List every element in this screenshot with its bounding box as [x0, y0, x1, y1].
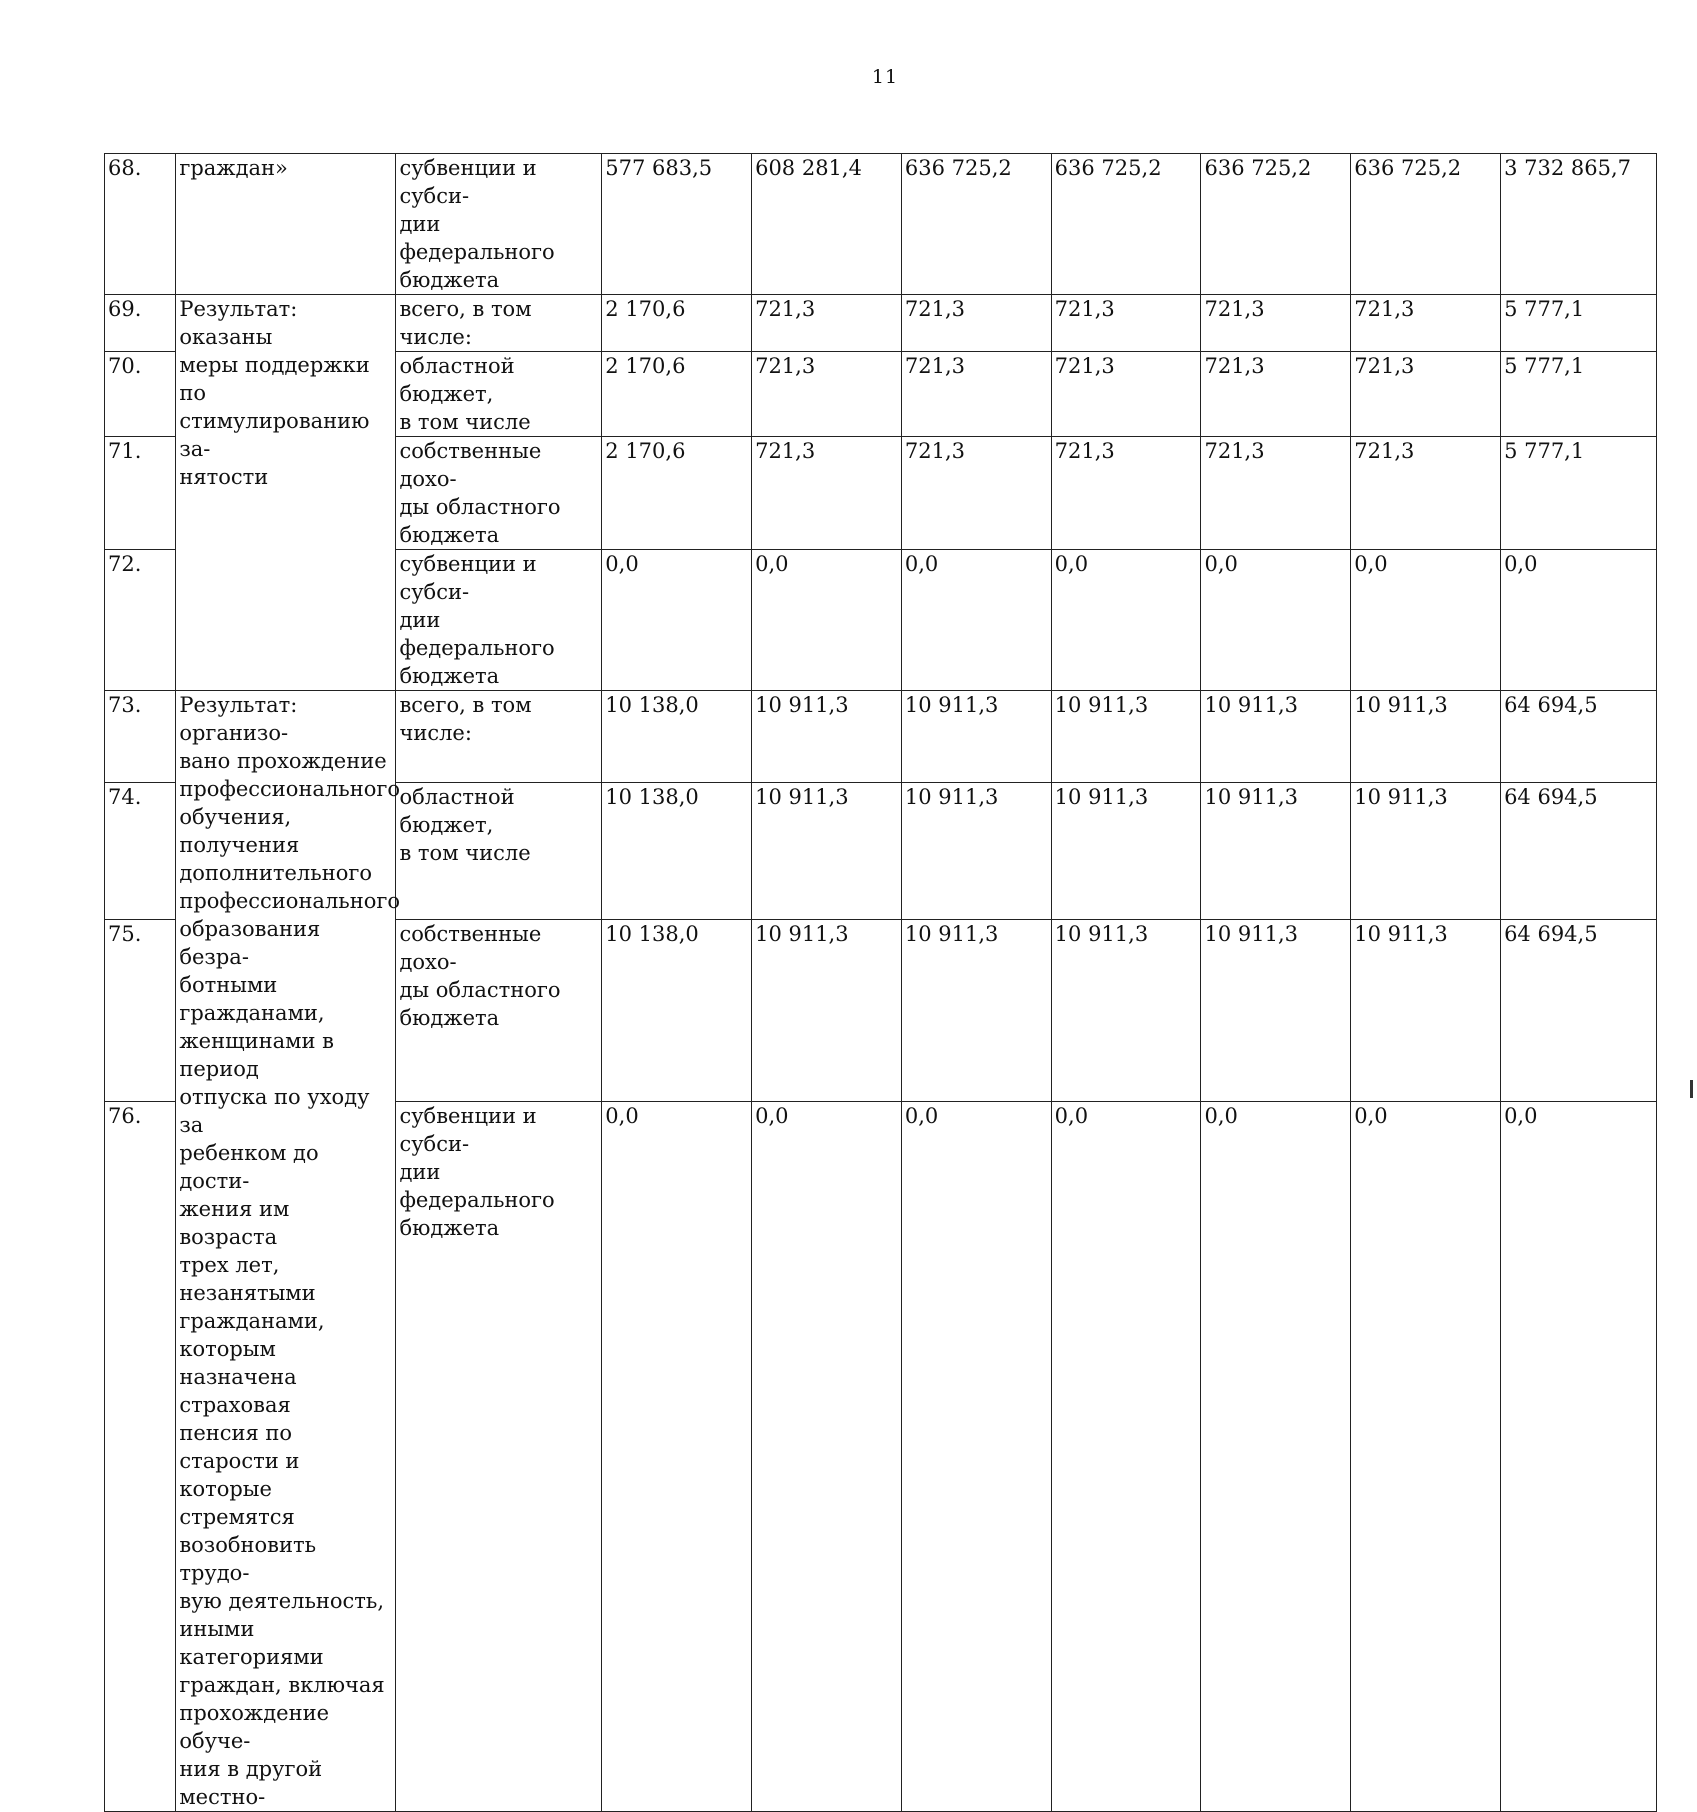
year-value-cell: 721,3 — [752, 295, 902, 352]
year-value-cell: 721,3 — [1351, 437, 1501, 550]
year-value-cell: 0,0 — [1051, 1102, 1201, 1812]
table-row — [105, 691, 1657, 783]
year-value-cell: 721,3 — [752, 352, 902, 437]
year-value-cell: 721,3 — [1051, 295, 1201, 352]
row-number: 76. — [105, 1102, 176, 1812]
year-value-cell: 10 911,3 — [1051, 691, 1201, 783]
year-value-cell: 0,0 — [752, 550, 902, 691]
year-value-cell: 10 138,0 — [602, 782, 752, 919]
year-value-cell: 10 911,3 — [901, 920, 1051, 1102]
total-value-cell: 64 694,5 — [1501, 920, 1657, 1102]
year-value-cell: 636 725,2 — [901, 154, 1051, 295]
year-value-cell: 721,3 — [1351, 352, 1501, 437]
year-value-cell: 10 911,3 — [1351, 782, 1501, 919]
result-description: Результат: оказаны меры поддержки по стимулированию за- нятости — [176, 295, 396, 691]
row-number: 73. — [105, 691, 176, 783]
total-value-cell: 3 732 865,7 — [1501, 154, 1657, 295]
year-value-cell: 0,0 — [752, 1102, 902, 1812]
total-value-cell: 0,0 — [1501, 550, 1657, 691]
funding-source: областной бюджет, в том числе — [396, 352, 602, 437]
year-value-cell: 0,0 — [602, 1102, 752, 1812]
year-value-cell: 10 911,3 — [1351, 691, 1501, 783]
table-body — [105, 154, 1657, 1812]
year-value-cell: 2 170,6 — [602, 295, 752, 352]
year-value-cell: 721,3 — [1201, 352, 1351, 437]
year-value-cell: 721,3 — [1351, 295, 1501, 352]
year-value-cell: 721,3 — [1051, 352, 1201, 437]
year-value-cell: 0,0 — [1201, 1102, 1351, 1812]
year-value-cell: 721,3 — [752, 437, 902, 550]
year-value-cell: 10 911,3 — [1351, 920, 1501, 1102]
scan-edge-mark — [1690, 1080, 1693, 1098]
year-value-cell: 10 911,3 — [1051, 920, 1201, 1102]
funding-source: субвенции и субси- дии федерального бюджета — [396, 550, 602, 691]
year-value-cell: 10 138,0 — [602, 691, 752, 783]
year-value-cell: 0,0 — [1351, 1102, 1501, 1812]
year-value-cell: 10 911,3 — [1201, 920, 1351, 1102]
total-value-cell: 64 694,5 — [1501, 691, 1657, 783]
year-value-cell: 721,3 — [1201, 295, 1351, 352]
year-value-cell: 721,3 — [1201, 437, 1351, 550]
row-number: 72. — [105, 550, 176, 691]
total-value-cell: 0,0 — [1501, 1102, 1657, 1812]
funding-source: всего, в том числе: — [396, 295, 602, 352]
total-value-cell: 5 777,1 — [1501, 352, 1657, 437]
total-value-cell: 64 694,5 — [1501, 782, 1657, 919]
year-value-cell: 608 281,4 — [752, 154, 902, 295]
row-number: 74. — [105, 782, 176, 919]
year-value-cell: 10 911,3 — [752, 782, 902, 919]
result-description: граждан» — [176, 154, 396, 295]
funding-source: субвенции и субси- дии федерального бюджета — [396, 154, 602, 295]
year-value-cell: 10 138,0 — [602, 920, 752, 1102]
year-value-cell: 636 725,2 — [1051, 154, 1201, 295]
year-value-cell: 721,3 — [901, 437, 1051, 550]
year-value-cell: 0,0 — [1051, 550, 1201, 691]
budget-table — [104, 153, 1657, 1812]
year-value-cell: 0,0 — [901, 550, 1051, 691]
funding-source: субвенции и субси- дии федерального бюджета — [396, 1102, 602, 1812]
row-number: 71. — [105, 437, 176, 550]
year-value-cell: 10 911,3 — [901, 691, 1051, 783]
year-value-cell: 721,3 — [901, 295, 1051, 352]
year-value-cell: 2 170,6 — [602, 437, 752, 550]
year-value-cell: 10 911,3 — [901, 782, 1051, 919]
funding-source: собственные дохо- ды областного бюджета — [396, 920, 602, 1102]
year-value-cell: 10 911,3 — [1201, 691, 1351, 783]
row-number: 69. — [105, 295, 176, 352]
year-value-cell: 10 911,3 — [1201, 782, 1351, 919]
year-value-cell: 10 911,3 — [752, 691, 902, 783]
year-value-cell: 721,3 — [1051, 437, 1201, 550]
funding-source: всего, в том числе: — [396, 691, 602, 783]
page-number: 11 — [871, 66, 899, 88]
row-number: 70. — [105, 352, 176, 437]
year-value-cell: 636 725,2 — [1201, 154, 1351, 295]
year-value-cell: 721,3 — [901, 352, 1051, 437]
year-value-cell: 0,0 — [1351, 550, 1501, 691]
total-value-cell: 5 777,1 — [1501, 295, 1657, 352]
year-value-cell: 10 911,3 — [752, 920, 902, 1102]
row-number: 75. — [105, 920, 176, 1102]
total-value-cell: 5 777,1 — [1501, 437, 1657, 550]
year-value-cell: 636 725,2 — [1351, 154, 1501, 295]
year-value-cell: 0,0 — [1201, 550, 1351, 691]
table-row — [105, 154, 1657, 295]
year-value-cell: 0,0 — [901, 1102, 1051, 1812]
funding-source: собственные дохо- ды областного бюджета — [396, 437, 602, 550]
year-value-cell: 577 683,5 — [602, 154, 752, 295]
table-row — [105, 295, 1657, 352]
year-value-cell: 0,0 — [602, 550, 752, 691]
funding-source: областной бюджет, в том числе — [396, 782, 602, 919]
year-value-cell: 2 170,6 — [602, 352, 752, 437]
row-number: 68. — [105, 154, 176, 295]
result-description: Результат: организо- вано прохождение профессионального обучения, получения дополнительного профессионального образования безра- ботными гражданами, женщинами в период отпуска по уходу за ребенком до дости- жения им возраста трех лет, незанятыми гражданами, которым назначена страховая пенсия по старости и которые стремятся возобновить трудо- вую деятельность, иными категориями граждан, включая прохождение обуче- ния в другой местно- — [176, 691, 396, 1812]
year-value-cell: 10 911,3 — [1051, 782, 1201, 919]
